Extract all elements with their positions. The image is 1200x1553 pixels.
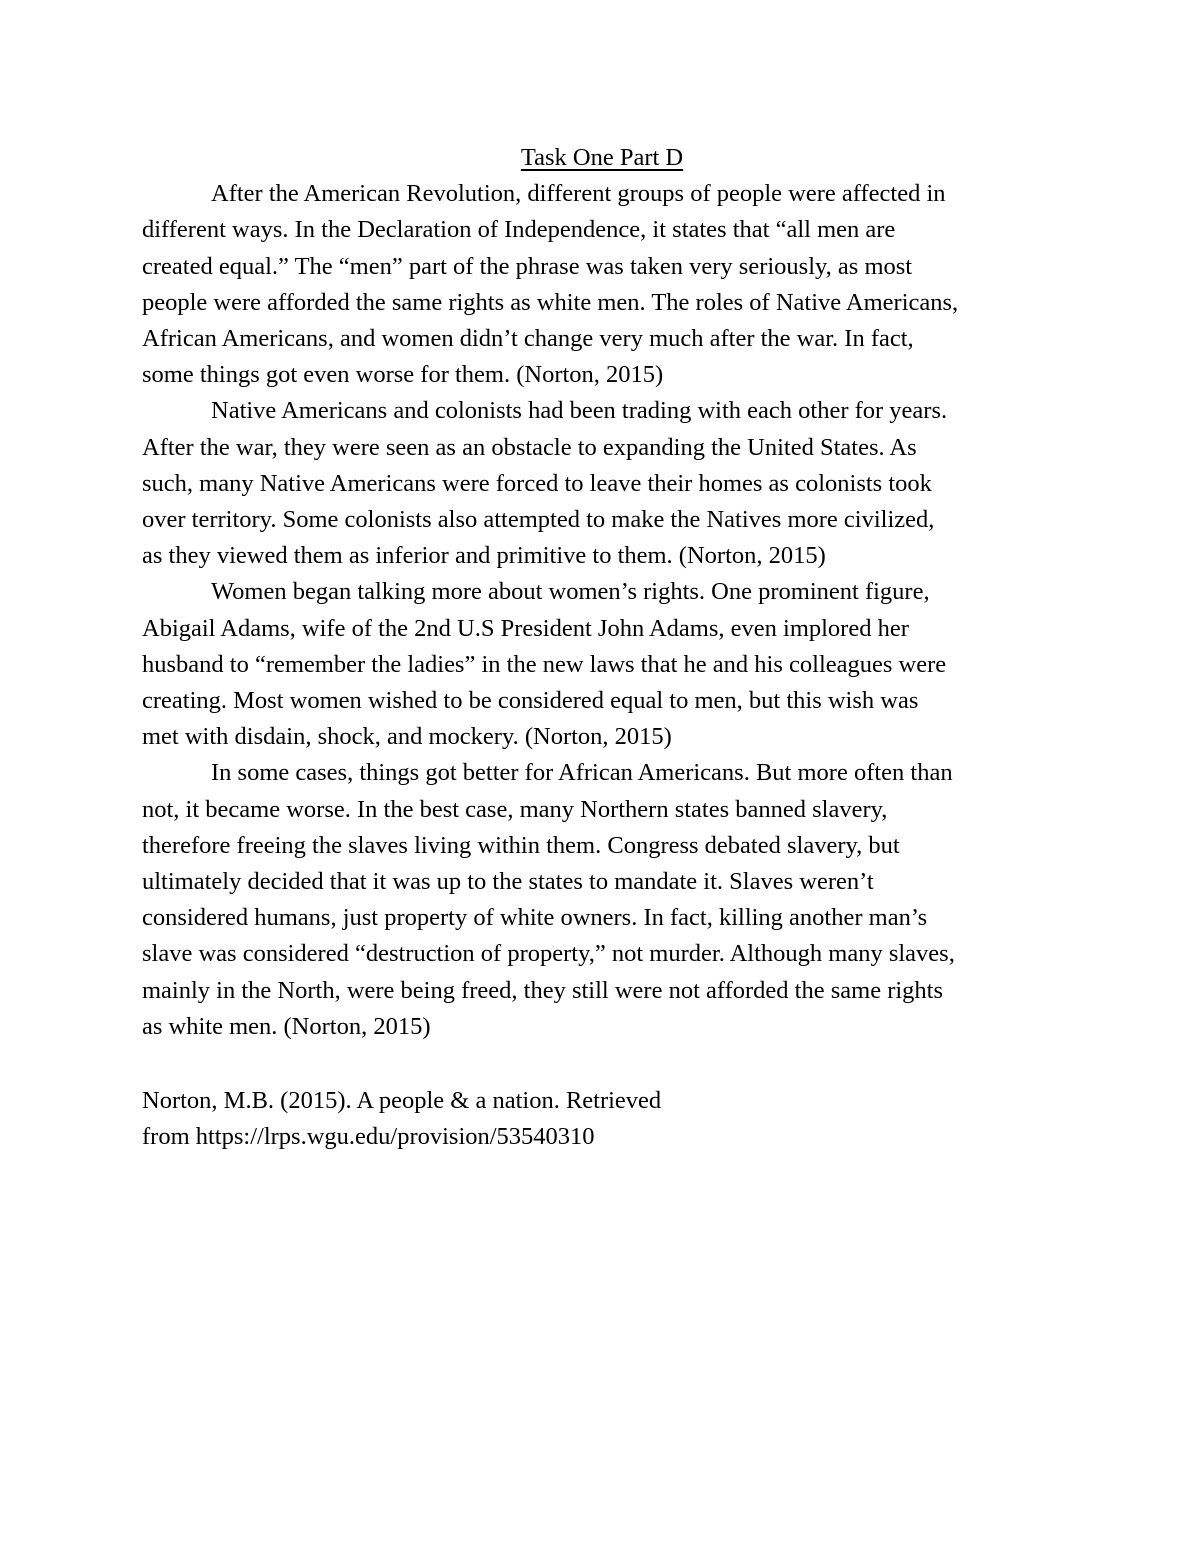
text-line: ultimately decided that it was up to the states to mandate it. Slaves weren’t — [142, 868, 874, 896]
text-line: Native Americans and colonists had been trading with each other for years. — [211, 397, 948, 425]
text-line: African Americans, and women didn’t change very much after the war. In fact, — [142, 325, 914, 353]
document-title: Task One Part D — [520, 144, 684, 171]
reference-entry — [142, 1083, 1062, 1155]
text-line: as white men. (Norton, 2015) — [142, 1012, 431, 1040]
text-line: mainly in the North, were being freed, they still were not afforded the same rights — [142, 976, 943, 1004]
text-line: slave was considered “destruction of property,” not murder. Although many slaves, — [142, 940, 955, 968]
document-body — [142, 140, 1062, 1045]
text-line: different ways. In the Declaration of Independence, it states that “all men are — [142, 216, 896, 244]
paragraph-4 — [142, 755, 1062, 1045]
text-line: Abigail Adams, wife of the 2nd U.S President John Adams, even implored her — [142, 614, 909, 642]
paragraph-2 — [142, 393, 1062, 574]
reference-line: Norton, M.B. (2015). A people & a nation. Retrieved — [142, 1087, 662, 1114]
text-line: After the American Revolution, different groups of people were affected in — [211, 180, 946, 208]
text-line: people were afforded the same rights as white men. The roles of Native Americans, — [142, 288, 959, 316]
reference-line: from https://lrps.wgu.edu/provision/53540310 — [142, 1123, 595, 1151]
text-line: In some cases, things got better for African Americans. But more often than — [211, 759, 953, 787]
paragraph-3 — [142, 574, 1062, 755]
text-line: After the war, they were seen as an obstacle to expanding the United States. As — [142, 433, 917, 461]
text-line: met with disdain, shock, and mockery. (Norton, 2015) — [142, 723, 672, 751]
text-line: some things got even worse for them. (Norton, 2015) — [142, 361, 664, 389]
text-line: created equal.” The “men” part of the phrase was taken very seriously, as most — [142, 252, 913, 280]
text-line: such, many Native Americans were forced to leave their homes as colonists took — [142, 469, 932, 497]
text-line: therefore freeing the slaves living within them. Congress debated slavery, but — [142, 831, 900, 859]
text-line: creating. Most women wished to be considered equal to men, but this wish was — [142, 687, 919, 715]
text-line: not, it became worse. In the best case, many Northern states banned slavery, — [142, 795, 888, 823]
text-line: considered humans, just property of white owners. In fact, killing another man’s — [142, 904, 928, 932]
text-line: over territory. Some colonists also attempted to make the Natives more civilized, — [142, 506, 935, 534]
paragraph-1 — [142, 176, 1062, 393]
text-line: husband to “remember the ladies” in the new laws that he and his colleagues were — [142, 650, 947, 678]
text-line: as they viewed them as inferior and primitive to them. (Norton, 2015) — [142, 542, 826, 570]
text-line: Women began talking more about women’s rights. One prominent figure, — [211, 578, 930, 606]
